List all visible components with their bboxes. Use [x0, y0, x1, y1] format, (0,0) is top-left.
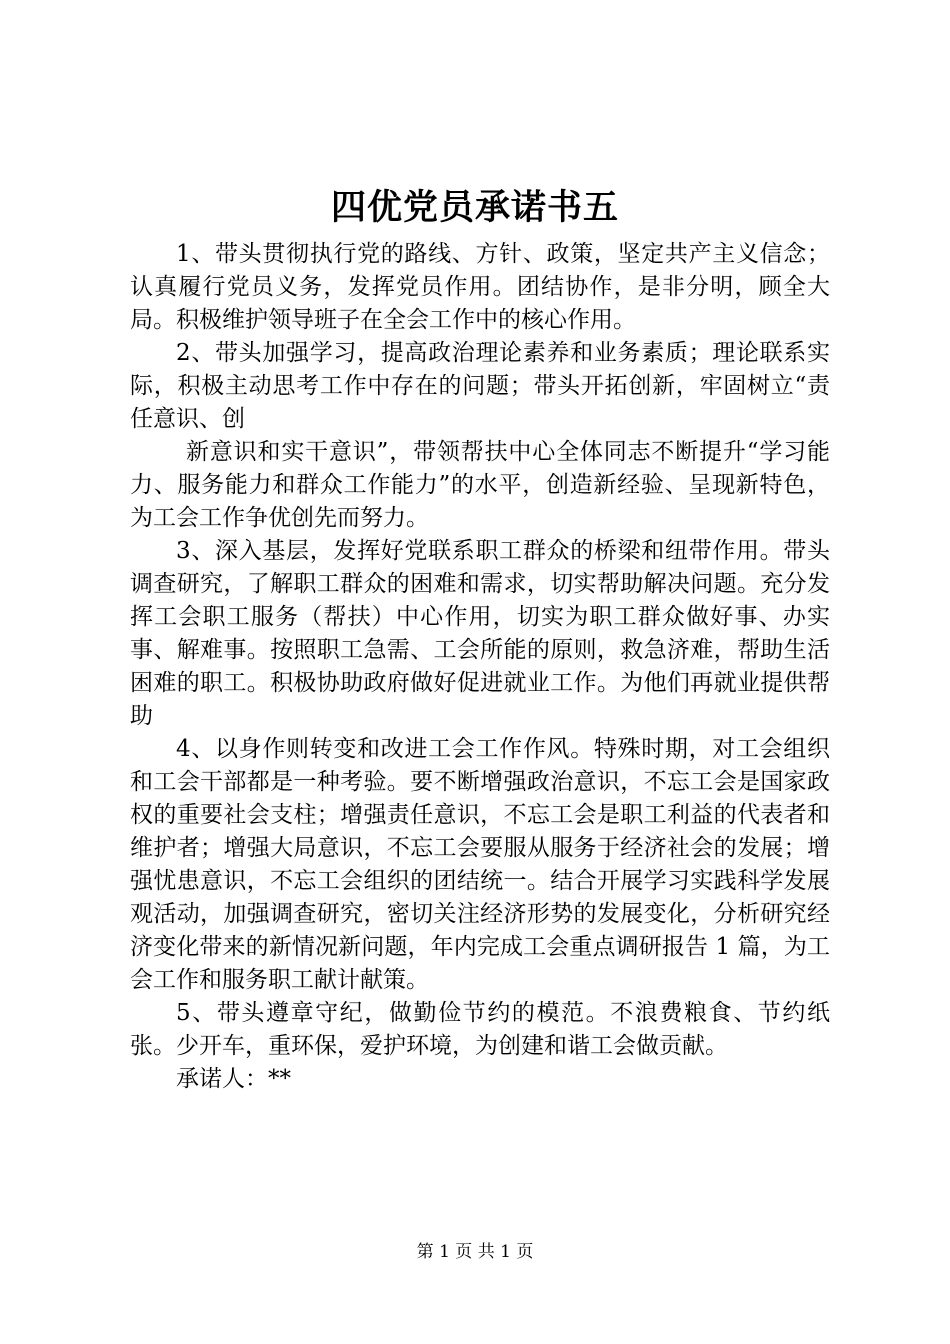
paragraph-5: 5、带头遵章守纪，做勤俭节约的模范。不浪费粮食、节约纸张。少开车，重环保，爱护环境，为创建和谐工会做贡献。 [130, 1000, 830, 1059]
paragraph-2-continued: 新意识和实干意识”，带领帮扶中心全体同志不断提升“学习能力、服务能力和群众工作能力”的水平，创造新经验、呈现新特色，为工会工作争优创先而努力。 [130, 439, 830, 531]
signature-line: 承诺人：** [176, 1066, 291, 1092]
document-title: 四优党员承诺书五 [330, 187, 619, 228]
page-footer: 第 1 页 共 1 页 [416, 1242, 534, 1262]
document-body [130, 238, 830, 1096]
paragraph-1: 1、带头贯彻执行党的路线、方针、政策，坚定共产主义信念；认真履行党员义务，发挥党员作用。团结协作，是非分明，顾全大局。积极维护领导班子在全会工作中的核心作用。 [130, 241, 830, 333]
paragraph-2: 2、带头加强学习，提高政治理论素养和业务素质；理论联系实际，积极主动思考工作中存在的问题；带头开拓创新，牢固树立“责任意识、创 [130, 340, 830, 432]
paragraph-4: 4、以身作则转变和改进工会工作作风。特殊时期，对工会组织和工会干部都是一种考验。要不断增强政治意识，不忘工会是国家政权的重要社会支柱；增强责任意识，不忘工会是职工利益的代表者和维护者；增强大局意识，不忘工会要服从服务于经济社会的发展；增强忧患意识，不忘工会组织的团结统一。结合开展学习实践科学发展观活动，加强调查研究，密切关注经济形势的发展变化，分析研究经济变化带来的新情况新问题，年内完成工会重点调研报告 1 篇，为工会工作和服务职工献计献策。 [130, 736, 830, 993]
paragraph-3: 3、深入基层，发挥好党联系职工群众的桥梁和纽带作用。带头调查研究，了解职工群众的困难和需求，切实帮助解决问题。充分发挥工会职工服务（帮扶）中心作用，切实为职工群众做好事、办实事、解难事。按照职工急需、工会所能的原则，救急济难，帮助生活困难的职工。积极协助政府做好促进就业工作。为他们再就业提供帮助 [130, 538, 830, 729]
